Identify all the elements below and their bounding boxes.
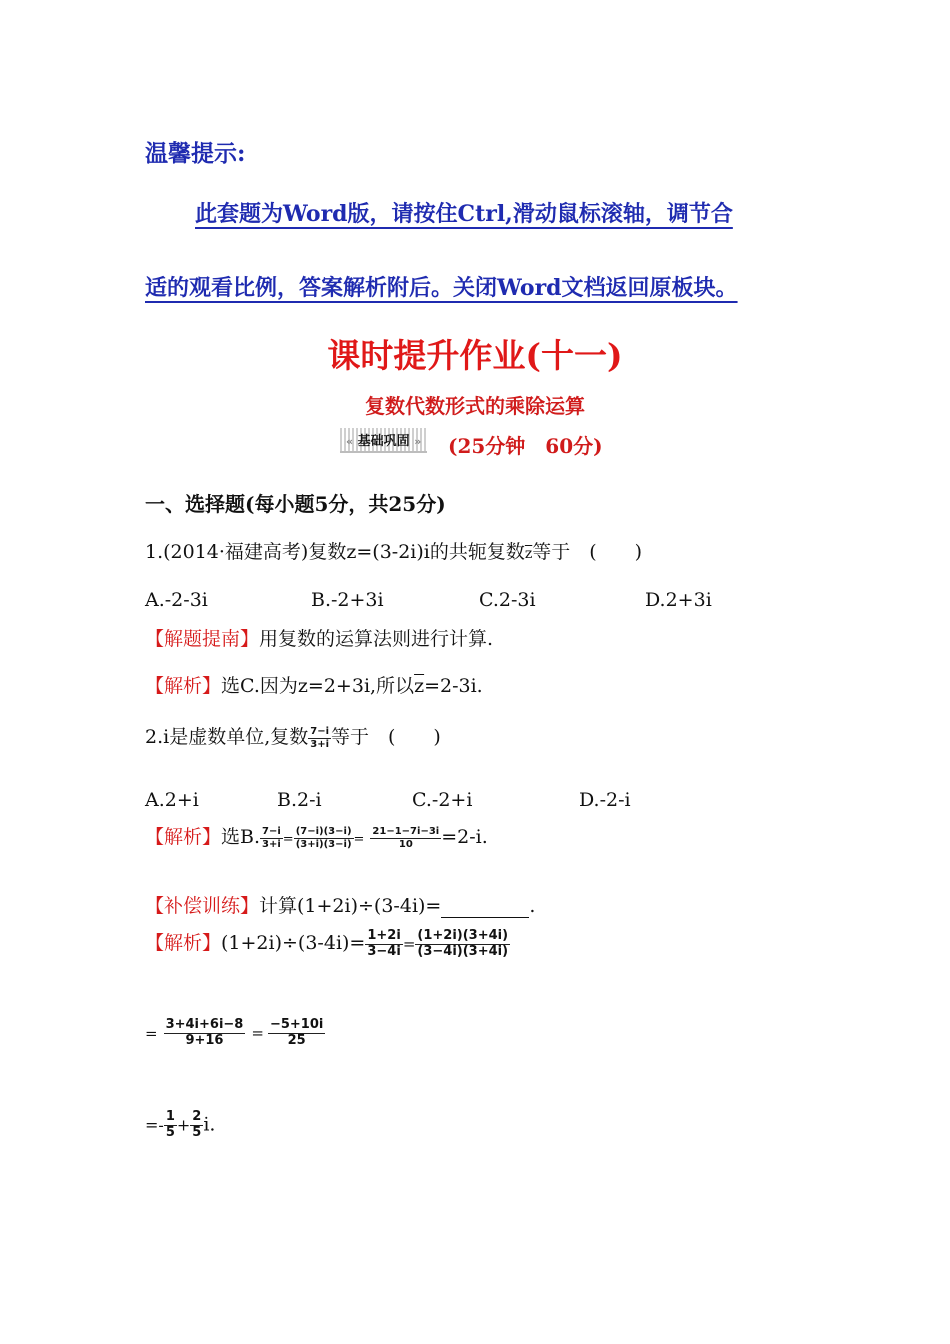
extra-line3-fraction-1 — [164, 1110, 177, 1141]
extra-l2f1-num: 3+4i+6i−8 — [165, 1017, 244, 1032]
page-subtitle: 复数代数形式的乘除运算 — [365, 394, 585, 418]
extra-tag: 【补偿训练】 — [145, 895, 260, 917]
q2-analysis-suffix: =2-i. — [441, 826, 488, 848]
extra-f1-den: 3−4i — [367, 943, 401, 959]
extra-line-3 — [145, 1110, 215, 1141]
extra-f2-num: (1+2i)(3+4i) — [417, 927, 509, 943]
extra-line3-fraction-2 — [190, 1110, 203, 1141]
badge-right-mark: » — [414, 435, 422, 448]
q2-analysis-prefix: 选B. — [221, 826, 261, 848]
badge-label: 基础巩固 — [357, 434, 410, 449]
q2-stem-frac-den: 3+i — [310, 738, 330, 750]
q2-fraction-1 — [260, 826, 283, 850]
q2-analysis — [145, 822, 488, 850]
extra-line2-eq-2: = — [251, 1024, 264, 1043]
extra-question — [145, 891, 535, 918]
section-badge — [340, 428, 427, 453]
extra-eq: = — [402, 935, 416, 953]
q2-option-d: D.-2-i — [579, 789, 631, 811]
badge-left-mark: « — [346, 435, 354, 448]
q2-fraction-3 — [370, 826, 441, 850]
extra-l2f2-den: 25 — [287, 1032, 306, 1048]
q2-stem — [145, 722, 441, 750]
q2-option-b: B.2-i — [277, 789, 322, 811]
extra-l3f1-num: 1 — [165, 1109, 175, 1124]
q1-option-a: A.-2-3i — [145, 589, 208, 611]
section-heading: 一、选择题(每小题5分，共25分) — [145, 492, 446, 516]
notice-title: 温馨提示: — [145, 140, 246, 167]
q2-stem-fraction — [308, 726, 331, 750]
extra-blank-end: . — [529, 895, 536, 917]
extra-line3-prefix: =- — [145, 1115, 164, 1135]
extra-f2-den: (3−4i)(3+4i) — [417, 943, 509, 959]
extra-l3f1-den: 5 — [165, 1124, 175, 1140]
q2-f1-den: 3+i — [262, 838, 281, 850]
q1-stem-suffix: 等于 ( ) — [532, 541, 643, 563]
q2-f2-num: (7−i)(3−i) — [295, 826, 352, 837]
q1-stem — [145, 537, 642, 564]
extra-line-2 — [145, 1018, 325, 1049]
q1-stem-prefix: 1.(2014·福建高考)复数z=(3-2i)i的共轭复数 — [145, 541, 525, 563]
q1-option-c: C.2-3i — [479, 589, 536, 611]
q2-eq-2: = — [353, 832, 365, 847]
extra-fraction-1 — [365, 929, 402, 960]
q1-hint — [145, 624, 493, 651]
notice-line-2: 适的观看比例，答案解析附后。关闭Word文档返回原板块。 — [145, 275, 738, 301]
extra-line3-mid: + — [176, 1115, 191, 1135]
page-title: 课时提升作业(十一) — [327, 336, 623, 375]
answer-blank — [441, 899, 529, 918]
q1-analysis-tag: 【解析】 — [145, 675, 222, 697]
q2-stem-suffix: 等于 ( ) — [331, 726, 441, 748]
q2-f3-num: 21−1−7i−3i — [372, 826, 440, 837]
q2-stem-frac-num: 7−i — [310, 726, 330, 737]
q1-analysis-prefix: 选C.因为z=2+3i,所以 — [221, 675, 415, 697]
q2-stem-prefix: 2.i是虚数单位,复数 — [145, 726, 309, 748]
extra-l2f1-den: 9+16 — [185, 1032, 224, 1048]
q2-option-a: A.2+i — [145, 789, 199, 811]
extra-question-text: 计算(1+2i)÷(3-4i)= — [259, 895, 442, 917]
q1-hint-tag: 【解题提南】 — [145, 628, 260, 650]
extra-l2f2-num: −5+10i — [269, 1017, 324, 1032]
extra-line2-fraction-1 — [164, 1018, 246, 1049]
extra-line3-suffix: i. — [203, 1113, 216, 1136]
q1-analysis — [145, 671, 483, 698]
extra-l3f2-den: 5 — [192, 1124, 202, 1140]
q1-analysis-suffix: =2-3i. — [424, 675, 483, 697]
q1-stem-zbar: $\overline{z}$ — [524, 546, 533, 562]
extra-analysis-prefix: (1+2i)÷(3-4i)= — [221, 932, 366, 954]
q1-option-b: B.-2+3i — [311, 589, 384, 611]
q2-eq-1: = — [282, 832, 294, 847]
extra-analysis-tag: 【解析】 — [145, 932, 222, 954]
q1-analysis-zbar: $\overline{z}$ — [414, 675, 425, 697]
extra-fraction-2 — [415, 929, 510, 960]
extra-analysis — [145, 928, 510, 959]
q1-option-d: D.2+3i — [645, 589, 712, 611]
q2-analysis-tag: 【解析】 — [145, 826, 222, 848]
q2-option-c: C.-2+i — [412, 789, 473, 811]
extra-line2-fraction-2 — [268, 1018, 325, 1049]
extra-line2-eq-1: = — [145, 1024, 158, 1043]
extra-f1-num: 1+2i — [367, 927, 401, 943]
q2-f3-den: 10 — [398, 838, 413, 850]
q2-f2-den: (3+i)(3−i) — [295, 838, 352, 850]
extra-l3f2-num: 2 — [192, 1109, 202, 1124]
notice-line-1: 此套题为Word版，请按住Ctrl,滑动鼠标滚轴，调节合 — [195, 201, 733, 227]
q2-fraction-2 — [294, 826, 354, 850]
q2-f1-num: 7−i — [262, 826, 281, 837]
timing-info: (25分钟 60分) — [448, 434, 603, 458]
q1-hint-text: 用复数的运算法则进行计算. — [259, 628, 494, 650]
